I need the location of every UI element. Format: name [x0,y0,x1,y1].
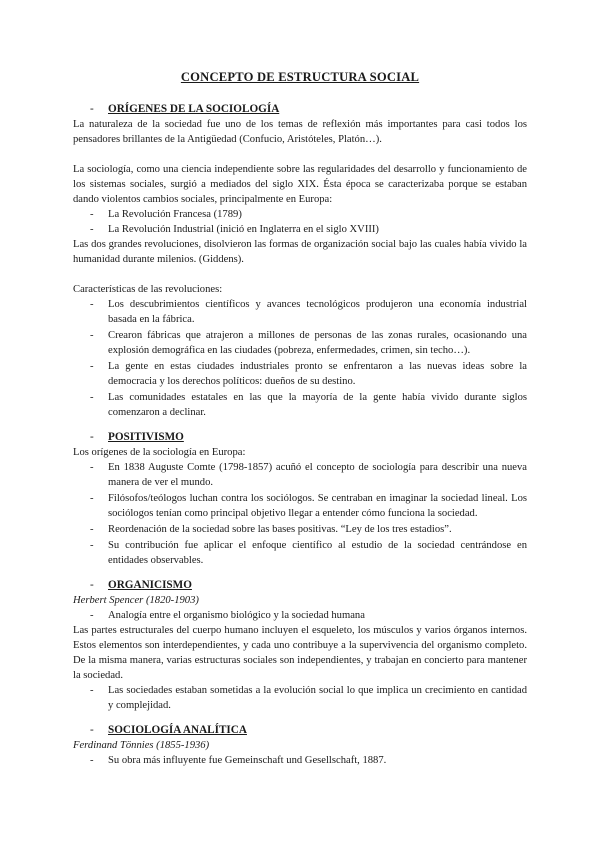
list-item: - Reordenación de la sociedad sobre las bases positivas. “Ley de los tres estadios”. [90,524,452,535]
paragraph-positivismo-intro: Los orígenes de la sociología en Europa: [73,447,246,458]
list-item: - Crearon fábricas que atrajeron a millones de personas de las zonas rurales, ocasionando una explosión demográfica en las ciudades (pobreza, enfermedades, crimen, sin techo…). [90,330,527,356]
author-tonnies: Ferdinand Tönnies (1855-1936) [73,740,210,751]
list-item: - Su obra más influyente fue Gemeinschaft und Gesellschaft, 1887. [90,755,387,766]
features-list [73,297,527,420]
list-item: - Las comunidades estatales en las que la mayoría de la gente había vivido durante siglos comenzaron a declinar. [90,392,527,418]
document-title: CONCEPTO DE ESTRUCTURA SOCIAL [180,70,420,84]
list-item: - Las sociedades estaban sometidas a la evolución social lo que implica un crecimiento en cantidad y complejidad. [90,685,527,711]
analitica-list [73,753,527,768]
organicismo-list-1 [73,608,527,623]
features-label: Características de las revoluciones: [73,284,223,295]
list-item: - Su contribución fue aplicar el enfoque científico al estudio de la sociedad centrándose en entidades observables. [90,540,527,566]
list-item: - Analogía entre el organismo biológico y la sociedad humana [90,610,365,621]
organicismo-list-2 [73,683,527,713]
list-item: - Los descubrimientos científicos y avances tecnológicos produjeron una economía industrial basada en la fábrica. [90,299,527,325]
section-heading-organicismo: - ORGANICISMO [90,579,192,591]
section-heading-positivismo: - POSITIVISMO [90,431,184,443]
list-item: - Filósofos/teólogos luchan contra los sociólogos. Se centraban en imaginar la sociedad lineal. Los sociólogos tenían como principal objetivo llegar a entender cómo funciona la sociedad. [90,493,527,519]
section-heading-origenes: - ORÍGENES DE LA SOCIOLOGÍA [90,103,280,115]
dash-marker: - [90,103,94,115]
list-item: - En 1838 Auguste Comte (1798-1857) acuñó el concepto de sociología para describir una nueva manera de ver el mundo. [90,462,527,488]
dash-marker: - [90,431,94,443]
list-item: - La Revolución Industrial (inició en Inglaterra en el siglo XVIII) [90,224,379,235]
document-page [73,70,527,768]
dash-marker: - [90,579,94,591]
paragraph-organicismo: Las partes estructurales del cuerpo humano incluyen el esqueleto, los músculos y varios órganos internos. Estos elementos son interdependientes, y cada uno contribuye a la supervivencia del organismo completo. De la misma manera, varias estructuras sociales son independientes, y trabajan en concierto para mantener la sociedad. [73,625,527,681]
paragraph-sociologia: La sociología, como una ciencia independiente sobre las regularidades del desarrollo y funcionamiento de los sistemas sociales, surgió a mediados del siglo XIX. Ésta época se caracterizaba porque se estaban dando violentos cambios sociales, principalmente en Europa: [73,164,527,205]
positivismo-list [73,460,527,568]
paragraph-intro: La naturaleza de la sociedad fue uno de los temas de reflexión más importantes para casi todos los pensadores brillantes de la Antigüedad (Confucio, Aristóteles, Platón…). [73,119,527,145]
author-spencer: Herbert Spencer (1820-1903) [73,595,199,606]
list-item: - La gente en estas ciudades industriales pronto se enfrentaron a las nuevas ideas sobre la democracia y los derechos políticos: dueños de su destino. [90,361,527,387]
section-heading-sociologia-analitica: - SOCIOLOGÍA ANALÍTICA [90,724,247,736]
list-item: - La Revolución Francesa (1789) [90,209,242,220]
revolutions-list [73,207,527,237]
dash-marker: - [90,724,94,736]
paragraph-revoluciones: Las dos grandes revoluciones, disolvieron las formas de organización social bajo las cuales había vivido la humanidad durante milenios. (Giddens). [73,239,527,265]
